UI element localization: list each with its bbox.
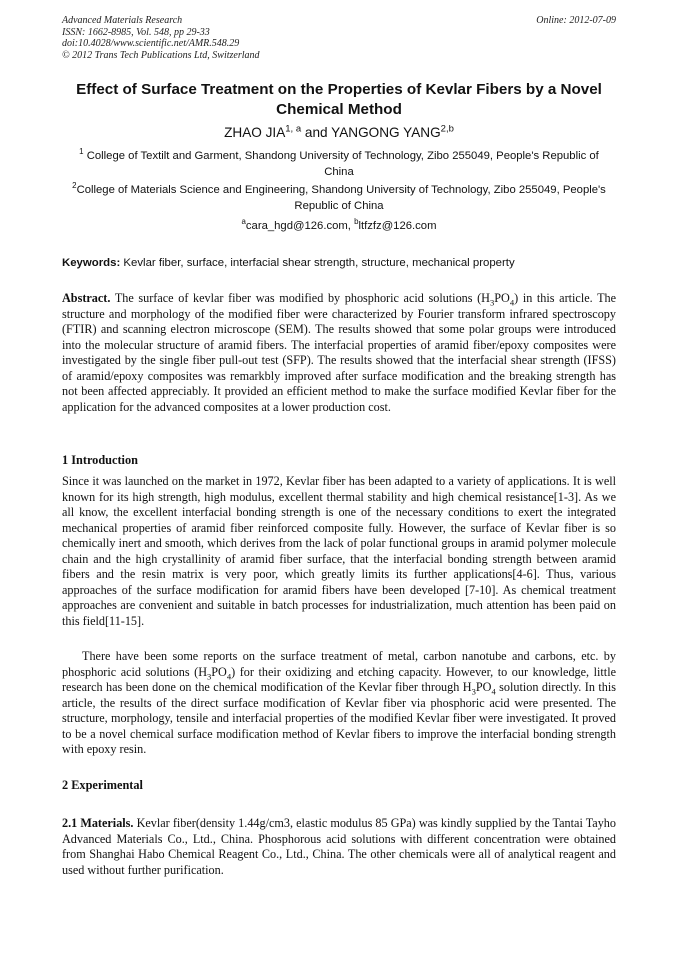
intro-paragraph-2	[62, 649, 616, 758]
abstract-text-1: The surface of kevlar fiber was modified by phosphoric acid solutions (H	[114, 291, 490, 305]
author-1-name: ZHAO JIA	[224, 125, 286, 140]
materials-label: 2.1 Materials.	[62, 816, 134, 830]
heading-introduction: 1 Introduction	[62, 453, 138, 467]
affiliation-1	[66, 149, 612, 180]
email-b: ltfzfz@126.com	[358, 220, 437, 232]
affiliation-2-sup: 2	[72, 181, 77, 191]
affiliation-1-text: College of Textilt and Garment, Shandong University of Technology, Zibo 255049, People's Republic of China	[86, 150, 599, 178]
authors-line	[50, 124, 628, 142]
materials-paragraph	[62, 816, 616, 878]
paper-title: Effect of Surface Treatment on the Properties of Kevlar Fibers by a Novel Chemical Method	[76, 81, 602, 118]
journal-copyright: © 2012 Trans Tech Publications Ltd, Switzerland	[62, 49, 260, 61]
abstract-sub-2: 4	[509, 297, 515, 308]
journal-doi: doi:10.4028/www.scientific.net/AMR.548.29	[62, 38, 240, 49]
heading-experimental: 2 Experimental	[62, 778, 143, 792]
intro-p2-po-1: PO	[211, 664, 227, 679]
affiliation-2	[66, 183, 612, 214]
intro-p2-text-c: solution directly. In this article, the results of the direct surface modification of Kevlar fiber via phosphoric acid were presented. The structure, morphology, tensile and interfacial properties of the modified Kevlar fiber were investigated. It proved to be a novel chemical surface modification method of Kevlar fibers to improve the interfacial bonding strength with epoxy resin.	[62, 680, 616, 756]
intro-p2-sub-1: 3	[207, 670, 212, 681]
intro-p2-text-a: There have been some reports on the surface treatment of metal, carbon nanotube and carbons, etc. by phosphoric acid solutions (H	[62, 649, 616, 679]
author-emails	[50, 219, 628, 234]
authors-and: and	[304, 125, 328, 140]
journal-issn: ISSN: 1662-8985, Vol. 548, pp 29-33	[62, 26, 210, 38]
intro-p2-sub-3: 3	[471, 686, 476, 697]
intro-p2-sub-4: 4	[491, 686, 496, 697]
abstract-sub-1: 3	[490, 297, 495, 308]
intro-p2-po-2: PO	[475, 680, 492, 694]
journal-name: Advanced Materials Research	[62, 15, 183, 26]
affiliation-1-sup: 1	[79, 147, 84, 157]
author-1-sup: 1, a	[285, 123, 302, 135]
author-2-sup: 2,b	[440, 123, 454, 135]
email-b-sup: b	[354, 217, 359, 227]
keywords	[62, 256, 618, 271]
abstract	[62, 291, 616, 415]
online-date: Online: 2012-07-09	[536, 15, 616, 26]
intro-p2-sub-2: 4	[226, 670, 232, 681]
affiliation-2-text: College of Materials Science and Engineering, Shandong University of Technology, Zibo 255049, People's Republic of China	[76, 184, 606, 212]
email-a-sup: a	[241, 217, 246, 227]
email-a: cara_hgd@126.com,	[245, 220, 351, 232]
intro-paragraph-1: Since it was launched on the market in 1972, Kevlar fiber has been adapted to a variety of applications. It is well known for its high strength, high modulus, excellent thermal stability and high chemical resistance[1-3]. As we all know, the excellent interfacial bonding strength is one of the necessary conditions to exert the integrated mechanical properties of aramid fiber reinforced composite fully. However, the surface of Kevlar fiber is so chemically inert and smooth, which derives from the lack of polar functional groups in aramid polymer molecule chain and the high crystallinity of aramid fiber surface, that the interfacial bonding strength between aramid fibers and the resin matrix is very poor, which greatly limits its further applications[4-6]. Thus, various approaches of the surface modification for aramid fibers have been developed [7-10]. As chemical treatment approaches are convenient and suitable in batch processes for industrialization, much attention has been paid on this field[11-15].	[62, 474, 616, 628]
author-2-name: YANGONG YANG	[331, 125, 441, 140]
journal-header	[62, 15, 616, 61]
keywords-label: Keywords:	[62, 257, 121, 269]
keywords-text: Kevlar fiber, surface, interfacial shear strength, structure, mechanical property	[123, 257, 515, 269]
abstract-label: Abstract.	[62, 291, 111, 305]
intro-p2-text-b: ) for their oxidizing and etching capacity. However, to our knowledge, little research has been done on the chemical modification of the Kevlar fiber through H	[62, 664, 616, 694]
materials-text: Kevlar fiber(density 1.44g/cm3, elastic modulus 85 GPa) was kindly supplied by the Tantai Tayho Advanced Materials Co., Ltd., China. Phosphorous acid solutions with different concentration were obtained from Shanghai Habo Chemical Reagent Co., Ltd., China. The other chemicals were all of analytical reagent and used without further purification.	[62, 816, 616, 877]
abstract-text-po: PO	[494, 291, 510, 305]
abstract-text-2: ) in this article. The structure and morphology of the modified fiber were characterized by Fourier transform infrared spectroscopy (FTIR) and scanning electron microscope (SEM). The results showed that some polar groups were introduced into the molecular structure of aramid fibers. The interfacial properties of aramid fiber/epoxy composites were investigated by the single fiber pull-out test (SFP). The results showed that the interfacial shear strength (IFSS) of aramid/epoxy composites was remarkbly improved after surface modification and the breaking strength has not been affected appreciably. It provided an efficient method to make the surface modified Kevlar fiber for the application for the advanced composites at a lower production cost.	[62, 291, 617, 414]
